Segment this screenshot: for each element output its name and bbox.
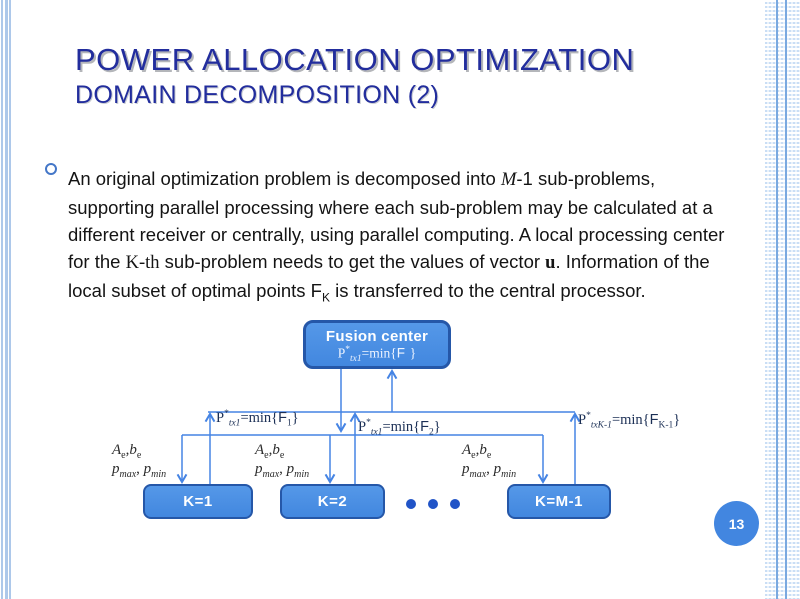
slide-title: POWER ALLOCATION OPTIMIZATION: [75, 42, 635, 77]
bullet-paragraph: [68, 165, 736, 304]
var-pmin: p: [143, 461, 152, 477]
comma: ,: [136, 461, 144, 477]
input-params-line1: [112, 441, 166, 460]
formula-end: }: [673, 411, 681, 428]
dot-icon: [406, 499, 416, 509]
bullet-icon: [45, 163, 57, 175]
comma: ,: [486, 461, 494, 477]
formula-base: P: [216, 409, 225, 426]
var-b-sub: e: [279, 450, 285, 461]
formula-f: F: [420, 418, 429, 435]
text-segment: -1 sub-problems, supporting parallel processing where each sub-problem may be calculated at a different receiver or centrally, using parallel computing. A local processing center for the: [68, 167, 725, 272]
input-params-2: [255, 441, 309, 479]
formula-sup: *: [586, 411, 591, 421]
formula-base: P: [578, 411, 587, 428]
comma: ,: [475, 442, 480, 458]
fusion-center-label: Fusion center: [325, 327, 429, 345]
slide-header: [75, 42, 634, 110]
input-params-line1: [462, 441, 516, 460]
var-pmax: p: [462, 461, 470, 477]
comma: ,: [125, 442, 130, 458]
var-pmax-sub: max: [119, 469, 137, 480]
text-segment: An original optimization problem is decomposed into: [68, 167, 501, 189]
var-pmax-sub: max: [469, 469, 487, 480]
node-km1: K=M-1: [507, 484, 611, 519]
var-b-sub: e: [486, 450, 492, 461]
var-b: b: [479, 442, 487, 458]
formula-sup: *: [345, 344, 351, 355]
formula-sup: *: [224, 409, 229, 419]
bus-label-2: [358, 418, 441, 436]
var-A-sub: e: [121, 450, 126, 461]
var-pmax: p: [112, 461, 120, 477]
ellipsis-dots: [406, 499, 460, 509]
var-pmax: p: [255, 461, 263, 477]
slide-subtitle: DOMAIN DECOMPOSITION (2): [75, 81, 440, 109]
var-pmin-sub: min: [294, 469, 310, 480]
text-segment: sub-problem needs to get the values of vector: [159, 250, 546, 272]
formula-fsub: 2: [429, 427, 434, 438]
input-params-line1: [255, 441, 309, 460]
formula-eq: =min{: [611, 411, 650, 428]
var-b: b: [272, 442, 280, 458]
formula-f: F: [649, 411, 659, 428]
formula-end: }: [433, 418, 441, 435]
formula-sup: *: [366, 418, 371, 428]
text-segment: . Information of the local subset of optimal points F: [68, 250, 710, 301]
var-A: A: [255, 442, 265, 458]
formula-eq: =min{: [240, 409, 279, 426]
var-pmin: p: [286, 461, 295, 477]
formula-base: P: [358, 418, 367, 435]
input-params-line2: [255, 460, 309, 479]
node-k1: K=1: [143, 484, 253, 519]
comma: ,: [268, 442, 273, 458]
comma: ,: [279, 461, 287, 477]
input-params-3: [462, 441, 516, 479]
left-border-decoration: [0, 0, 12, 599]
formula-fsub: K-1: [658, 420, 674, 431]
formula-sub: tx1: [370, 427, 383, 438]
formula-sub: tx1: [350, 353, 362, 364]
input-params-line2: [112, 460, 166, 479]
formula-f: F: [278, 409, 287, 426]
formula-eq: =min{: [382, 418, 421, 435]
var-A-sub: e: [264, 450, 269, 461]
var-b-sub: e: [136, 450, 142, 461]
var-pmin-sub: min: [501, 469, 517, 480]
formula-sub: tx1: [228, 418, 241, 429]
formula-f: F: [396, 345, 405, 361]
formula-base: P: [337, 345, 346, 361]
formula-end: }: [409, 345, 417, 361]
var-A: A: [462, 442, 472, 458]
input-params-line2: [462, 460, 516, 479]
fusion-center-node: [303, 320, 451, 369]
var-kth: K-th: [125, 252, 160, 273]
formula-fsub: 1: [287, 418, 292, 429]
var-f-subscript: K: [322, 290, 331, 305]
formula-eq: =min{: [361, 345, 397, 361]
formula-sub: txK-1: [590, 420, 612, 431]
node-k2: K=2: [280, 484, 385, 519]
var-A: A: [112, 442, 122, 458]
var-pmax-sub: max: [262, 469, 280, 480]
right-border-decoration: [765, 0, 800, 599]
var-m: M: [500, 169, 517, 190]
bus-label-3: [578, 411, 680, 429]
dot-icon: [428, 499, 438, 509]
text-segment: is transferred to the central processor.: [330, 279, 646, 301]
formula-end: }: [291, 409, 299, 426]
var-pmin-sub: min: [151, 469, 167, 480]
fusion-center-formula: [338, 345, 416, 362]
page-number-badge: [714, 501, 759, 546]
dot-icon: [450, 499, 460, 509]
var-A-sub: e: [471, 450, 476, 461]
page-number: 13: [728, 515, 745, 532]
bus-label-1: [216, 409, 299, 427]
var-b: b: [129, 442, 137, 458]
var-pmin: p: [493, 461, 502, 477]
input-params-1: [112, 441, 166, 479]
var-u: u: [545, 252, 556, 273]
